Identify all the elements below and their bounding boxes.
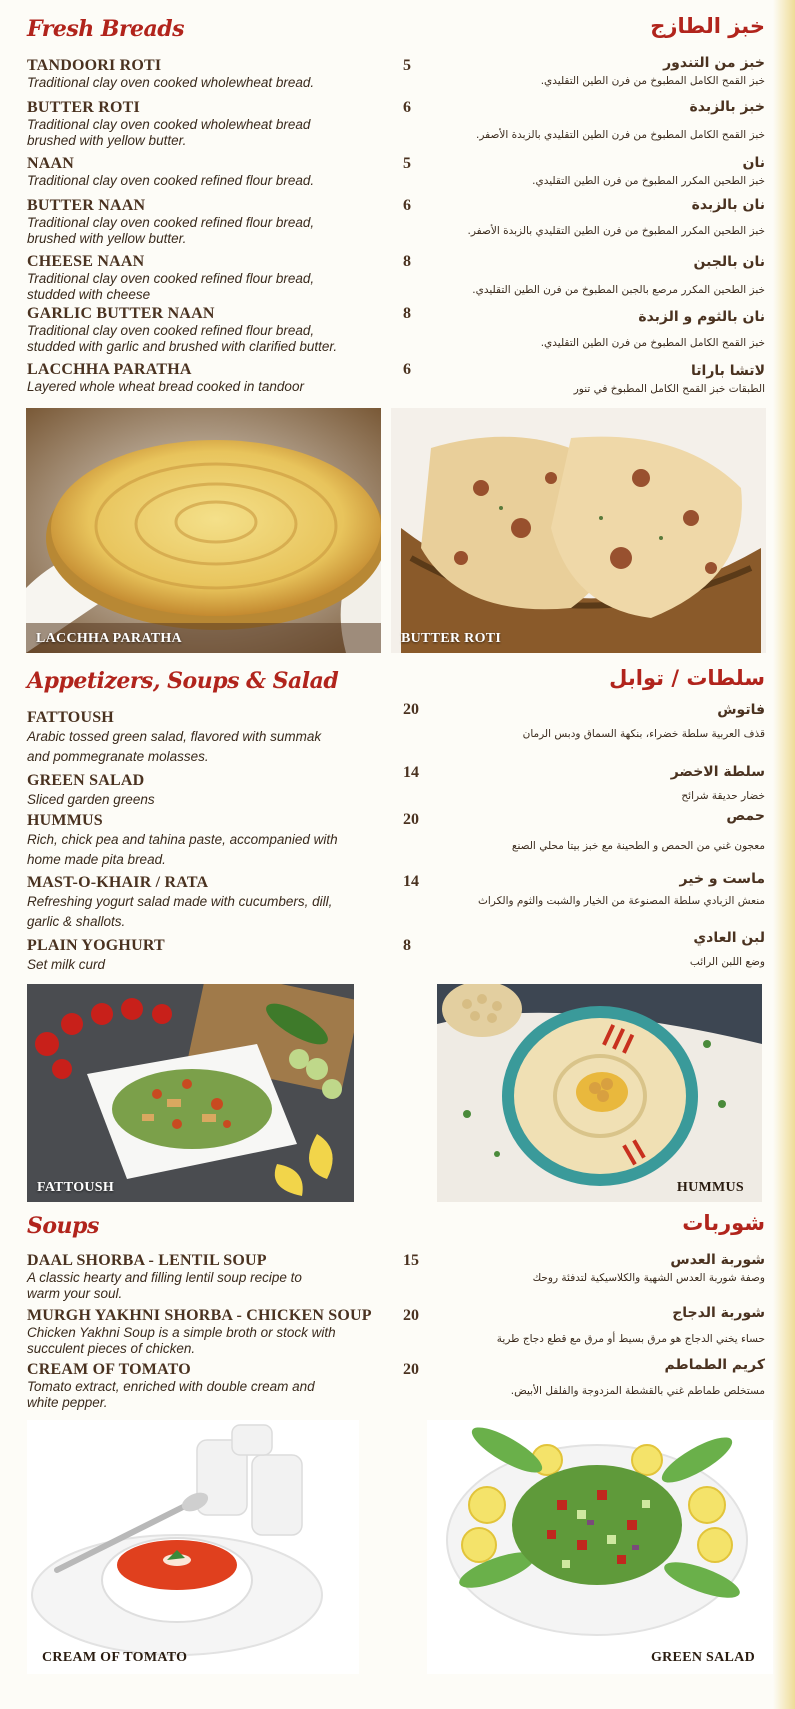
photo-caption: FATTOUSH: [37, 1180, 115, 1195]
item-name: TANDOORI ROTI: [27, 57, 162, 74]
green-salad-illustration: [427, 1420, 773, 1674]
item-desc: and pommegranate molasses.: [27, 749, 209, 764]
item-desc: Traditional clay oven cooked refined flour bread,: [27, 215, 315, 230]
item-desc-ar: معجون غني من الحمص و الطحينة مع خبز بيتا محلي الصنع: [511, 840, 765, 852]
item-desc: Traditional clay oven cooked refined flour bread,: [27, 323, 315, 338]
section-title-appetizers: Appetizers, Soups & Salad: [27, 668, 339, 694]
naan-basket-illustration: [391, 408, 766, 653]
item-desc-ar: وصفة شوربة العدس الشهية والكلاسيكية لتدفئة روحك: [532, 1272, 765, 1284]
item-desc-ar: خبز الطحين المكرر المطبوخ من فرن الطين التقليدي بالزبدة الأصفر.: [467, 225, 765, 237]
menu-item-ar: [425, 1355, 765, 1399]
section-title-breads-ar: خبز الطازج: [650, 14, 765, 38]
item-name-ar: ماست و خير: [679, 871, 765, 887]
item-price: 15: [403, 1252, 419, 1269]
item-name-ar: لبن العادي: [693, 930, 765, 946]
item-desc: garlic & shallots.: [27, 914, 126, 929]
item-desc-ar: خبز القمح الكامل المطبوخ من فرن الطين التقليدي.: [540, 337, 765, 349]
item-price: 6: [403, 99, 411, 116]
item-name: BUTTER ROTI: [27, 99, 140, 116]
item-desc: Arabic tossed green salad, flavored with summak: [27, 729, 322, 744]
item-price: 20: [403, 1307, 419, 1324]
item-desc-ar: خبز الطحين المكرر مرصع بالجبن المطبوخ من فرن الطين التقليدي.: [472, 284, 765, 296]
section-title-soups-ar: شوربات: [682, 1211, 765, 1235]
item-name: PLAIN YOGHURT: [27, 937, 165, 954]
item-price: 8: [403, 253, 411, 270]
item-name: CHEESE NAAN: [27, 253, 145, 270]
section-title-appetizers-ar: سلطات / توابل: [609, 666, 765, 690]
item-name: DAAL SHORBA - LENTIL SOUP: [27, 1252, 267, 1269]
photo-caption: BUTTER ROTI: [401, 631, 502, 646]
item-price: 20: [403, 811, 419, 828]
photo-butter-roti: [391, 408, 766, 653]
menu-item-lacchha-paratha: [27, 361, 417, 395]
item-name: MAST-O-KHAIR / RATA: [27, 874, 209, 891]
item-name-ar: نان بالجبن: [693, 254, 765, 270]
menu-item-plain-yoghurt: [27, 937, 417, 975]
menu-item-mast-o-khair: [27, 874, 417, 932]
item-desc-ar: قذف العربية سلطة خضراء، بنكهة السماق ودبس الرمان: [522, 728, 765, 740]
item-price: 14: [403, 764, 419, 781]
item-desc-ar: خبز القمح الكامل المطبوخ من فرن الطين التقليدي.: [540, 75, 765, 87]
item-name: GREEN SALAD: [27, 772, 145, 789]
item-name-ar: شوربة الدجاج: [672, 1305, 765, 1321]
menu-item-ar: [425, 307, 765, 351]
item-desc-ar: خبز الطحين المكرر المطبوخ من فرن الطين التقليدي.: [532, 175, 765, 187]
item-name-ar: حمص: [726, 808, 765, 824]
photo-fattoush: [27, 984, 354, 1202]
item-desc: Sliced garden greens: [27, 792, 155, 807]
menu-item-butter-roti: [27, 99, 417, 149]
menu-item-cream-of-tomato: [27, 1361, 422, 1411]
menu-item-ar: [425, 806, 765, 854]
section-title-breads: Fresh Breads: [27, 16, 185, 42]
item-desc: succulent pieces of chicken.: [27, 1341, 196, 1356]
menu-item-green-salad: [27, 772, 417, 810]
menu-item-ar: [425, 1250, 765, 1286]
item-price: 5: [403, 155, 411, 172]
item-name: BUTTER NAAN: [27, 197, 146, 214]
gold-edge-decoration: [773, 0, 795, 1709]
paratha-illustration: [26, 408, 381, 653]
menu-item-hummus: [27, 812, 417, 870]
item-desc: home made pita bread.: [27, 852, 166, 867]
item-desc: Layered whole wheat bread cooked in tandoor: [27, 379, 304, 394]
menu-item-ar: [425, 1303, 765, 1347]
item-name: GARLIC BUTTER NAAN: [27, 305, 215, 322]
item-desc: Chicken Yakhni Soup is a simple broth or stock with: [27, 1325, 336, 1340]
item-desc-ar: خبز القمح الكامل المطبوخ من فرن الطين التقليدي بالزبدة الأصفر.: [476, 129, 765, 141]
item-desc: studded with garlic and brushed with clarified butter.: [27, 339, 338, 354]
item-desc: Rich, chick pea and tahina paste, accompanied with: [27, 832, 338, 847]
menu-item-daal-shorba: [27, 1252, 422, 1302]
menu-item-ar: [425, 195, 765, 239]
tomato-soup-illustration: [27, 1420, 359, 1674]
item-name-ar: كريم الطماطم: [664, 1357, 765, 1373]
menu-item-ar: [425, 361, 765, 397]
item-desc: warm your soul.: [27, 1286, 123, 1301]
menu-item-ar: [425, 700, 765, 742]
item-price: 5: [403, 57, 411, 74]
item-desc-ar: حساء يخني الدجاج هو مرق بسيط أو مرق مع قطع دجاج طرية: [496, 1333, 765, 1345]
item-name-ar: فاتوش: [717, 702, 765, 718]
menu-item-ar: [425, 97, 765, 143]
menu-item-ar: [425, 869, 765, 909]
menu-item-butter-naan: [27, 197, 417, 247]
item-desc: studded with cheese: [27, 287, 151, 302]
menu-item-ar: [425, 153, 765, 189]
item-name-ar: خبز بالزبدة: [689, 99, 765, 115]
item-name: FATTOUSH: [27, 709, 114, 726]
photo-cream-of-tomato: [27, 1420, 359, 1674]
photo-green-salad: [427, 1420, 773, 1674]
item-desc-ar: الطبقات خبز القمح الكامل المطبوخ في تنور: [573, 383, 765, 395]
menu-item-ar: [425, 762, 765, 804]
photo-caption: GREEN SALAD: [650, 1650, 755, 1665]
item-desc-ar: خضار حديقة شرائح: [681, 790, 765, 802]
item-desc: Traditional clay oven cooked refined flour bread,: [27, 271, 315, 286]
item-desc: Tomato extract, enriched with double cream and: [27, 1379, 315, 1394]
item-name-ar: سلطة الاخضر: [670, 764, 765, 780]
item-desc-ar: منعش الزبادي سلطة المصنوعة من الخيار والشبت والثوم والكراث: [477, 895, 765, 907]
menu-item-fattoush: [27, 709, 417, 767]
item-name: MURGH YAKHNI SHORBA - CHICKEN SOUP: [27, 1307, 372, 1324]
fattoush-illustration: [27, 984, 354, 1202]
menu-item-ar: [425, 928, 765, 970]
photo-lacchha-paratha: [26, 408, 381, 653]
item-name-ar: لاتشا باراتا: [691, 363, 765, 379]
item-name-ar: نان بالثوم و الزبدة: [638, 309, 765, 325]
photo-caption: LACCHHA PARATHA: [36, 631, 182, 646]
item-desc: brushed with yellow butter.: [27, 133, 187, 148]
item-price: 8: [403, 305, 411, 322]
item-name-ar: نان بالزبدة: [691, 197, 765, 213]
item-name-ar: خبز من التندور: [663, 55, 765, 71]
photo-hummus: [437, 984, 762, 1202]
item-name: LACCHHA PARATHA: [27, 361, 192, 378]
item-desc: Traditional clay oven cooked wholewheat bread: [27, 117, 311, 132]
item-desc: Traditional clay oven cooked wholewheat bread.: [27, 75, 315, 90]
menu-item-tandoori-roti: [27, 57, 417, 91]
item-desc-ar: مستخلص طماطم غني بالقشطة المزدوجة والفلفل الأبيض.: [510, 1385, 765, 1397]
photo-caption: HUMMUS: [676, 1180, 744, 1195]
item-price: 20: [403, 1361, 419, 1378]
menu-item-garlic-butter-naan: [27, 305, 417, 355]
item-price: 20: [403, 701, 419, 718]
item-price: 6: [403, 197, 411, 214]
item-name-ar: شوربة العدس: [670, 1252, 765, 1268]
item-desc: Traditional clay oven cooked refined flour bread.: [27, 173, 315, 188]
item-desc: Refreshing yogurt salad made with cucumbers, dill,: [27, 894, 333, 909]
menu-item-naan: [27, 155, 417, 189]
item-price: 6: [403, 361, 411, 378]
menu-item-ar: [425, 252, 765, 298]
item-desc: white pepper.: [27, 1395, 108, 1410]
item-price: 14: [403, 873, 419, 890]
item-name: HUMMUS: [27, 812, 103, 829]
item-desc-ar: وضع اللبن الرائب: [689, 956, 765, 968]
menu-item-murgh-yakhni-shorba: [27, 1307, 422, 1357]
menu-item-cheese-naan: [27, 253, 417, 303]
item-name: NAAN: [27, 155, 75, 172]
item-name-ar: نان: [742, 155, 765, 171]
section-title-soups: Soups: [27, 1213, 99, 1239]
item-desc: Set milk curd: [27, 957, 106, 972]
item-name: CREAM OF TOMATO: [27, 1361, 191, 1378]
item-price: 8: [403, 937, 411, 954]
menu-item-ar: [425, 53, 765, 89]
item-desc: A classic hearty and filling lentil soup recipe to: [27, 1270, 302, 1285]
photo-caption: CREAM OF TOMATO: [42, 1650, 188, 1665]
hummus-illustration: [437, 984, 762, 1202]
item-desc: brushed with yellow butter.: [27, 231, 187, 246]
